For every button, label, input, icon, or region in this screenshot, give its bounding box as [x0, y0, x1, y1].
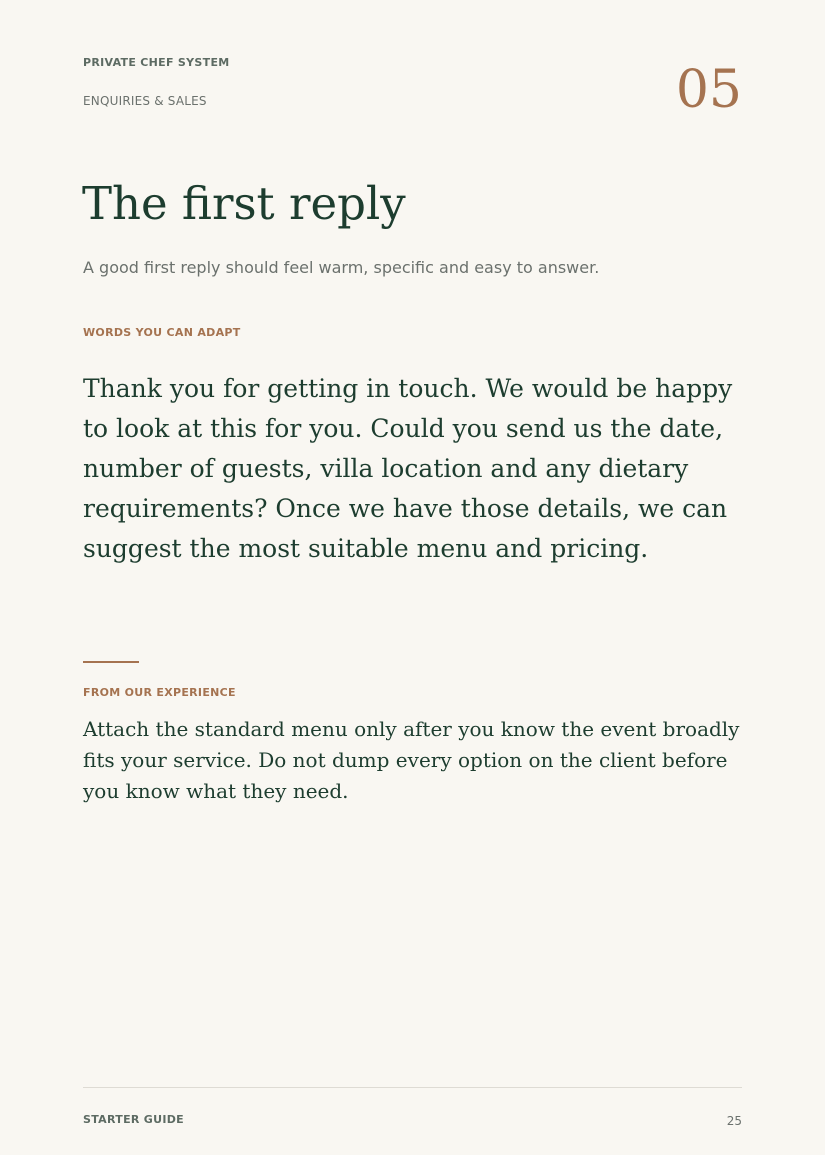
- footer-divider: [83, 1087, 742, 1088]
- page-number: 25: [726, 1114, 742, 1128]
- reply-script: Thank you for getting in touch. We would be happy to look at this for you. Could you send us the date, number of guests, villa location and any dietary requirements? Once we have those details, we can suggest the most suitable menu and pricing.: [83, 374, 733, 563]
- experience-label: FROM OUR EXPERIENCE: [83, 686, 236, 699]
- section-label: ENQUIRIES & SALES: [83, 94, 207, 108]
- brand-label: PRIVATE CHEF SYSTEM: [83, 56, 230, 69]
- page-title: The first reply: [82, 177, 406, 230]
- chapter-number: 05: [675, 60, 742, 120]
- footer-guide-name: STARTER GUIDE: [83, 1113, 184, 1126]
- page-subtitle: A good first reply should feel warm, specific and easy to answer.: [83, 258, 600, 277]
- experience-text: Attach the standard menu only after you know the event broadly fits your service. Do not dump every option on the client before you know what they need.: [83, 717, 740, 803]
- accent-divider: [83, 661, 139, 663]
- words-label: WORDS YOU CAN ADAPT: [83, 326, 241, 339]
